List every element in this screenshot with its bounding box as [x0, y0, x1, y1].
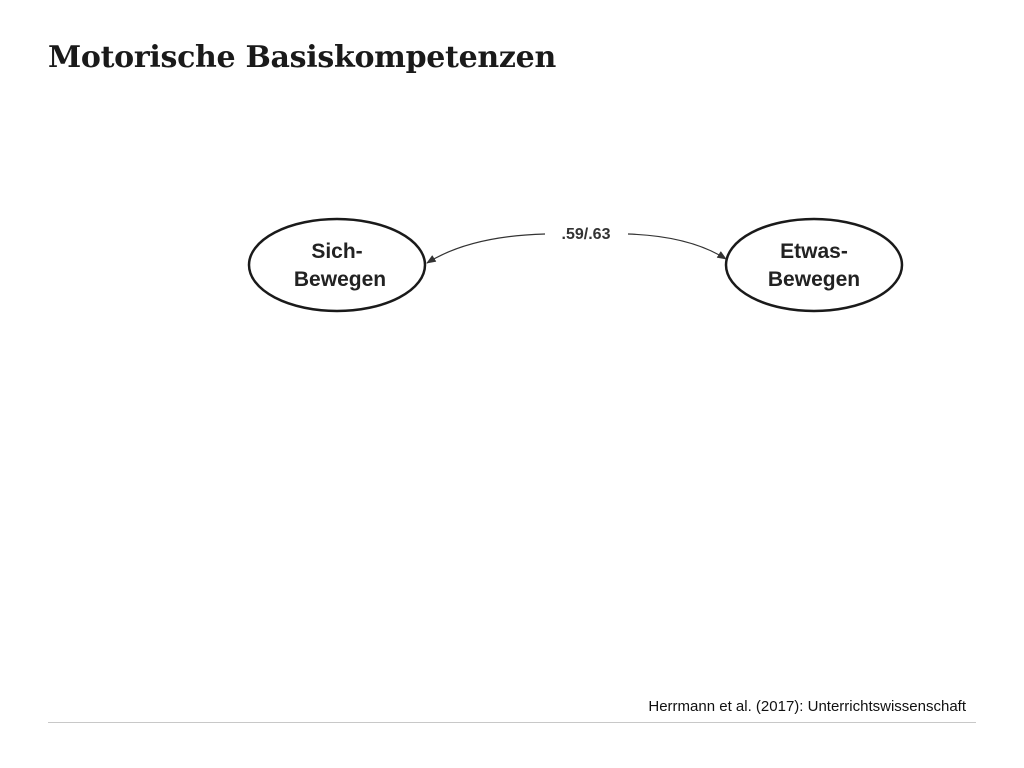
- footer-divider: [48, 722, 976, 723]
- edge-correlation-label: .59/.63: [561, 226, 611, 243]
- node-etwas-bewegen-ellipse: [726, 219, 902, 311]
- node-etwas-bewegen-line1: Etwas-: [780, 240, 848, 263]
- node-sich-bewegen: [249, 219, 425, 311]
- edge-arrow-left: [427, 234, 545, 263]
- node-sich-bewegen-line2: Bewegen: [293, 268, 387, 291]
- node-sich-bewegen-ellipse: [249, 219, 425, 311]
- source-citation: Herrmann et al. (2017): Unterrichtswissenschaft: [648, 698, 966, 715]
- node-etwas-bewegen: [726, 219, 902, 311]
- edge-arrow-right: [628, 234, 726, 259]
- node-etwas-bewegen-line2: Bewegen: [767, 268, 861, 291]
- slide-title: Motorische Basiskompetenzen: [48, 40, 556, 75]
- node-sich-bewegen-line1: Sich-: [311, 240, 363, 263]
